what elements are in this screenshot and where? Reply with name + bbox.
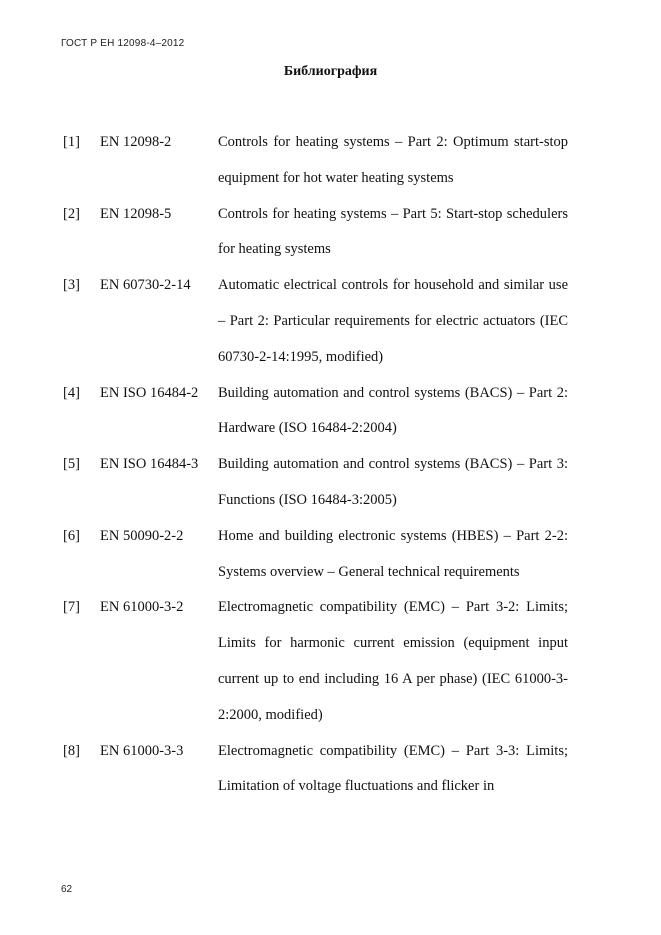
bibliography-list: [63, 125, 568, 805]
bibliography-entry: [63, 125, 568, 197]
bibliography-entry: [63, 197, 568, 269]
bibliography-entry: [63, 519, 568, 591]
bibliography-entry: [63, 376, 568, 448]
entry-number: [2]: [63, 205, 80, 222]
entry-title: Building automation and control systems (BACS) – Part 2: Hardware (ISO 16484-2:2004): [218, 384, 568, 437]
entry-title: Controls for heating systems – Part 2: Optimum start-stop equipment for hot water heating systems: [218, 134, 568, 186]
entry-title: Building automation and control systems (BACS) – Part 3: Functions (ISO 16484-3:2005): [218, 456, 568, 508]
entry-standard-code: EN 12098-2: [100, 134, 172, 150]
entry-standard-code: EN 60730-2-14: [100, 277, 191, 294]
entry-title: Controls for heating systems – Part 5: Start-stop schedulers for heating systems: [218, 205, 568, 258]
entry-standard-code: EN 12098-5: [100, 205, 172, 222]
entry-standard-code: EN ISO 16484-2: [100, 384, 199, 401]
entry-title: Electromagnetic compatibility (EMC) – Part 3-3: Limits; Limitation of voltage fluctuations and flicker in: [218, 742, 568, 795]
bibliography-entry: [63, 268, 568, 375]
bibliography-entry: [63, 447, 568, 519]
entry-number: [3]: [63, 277, 80, 294]
bibliography-entry: [63, 590, 568, 733]
entry-title: Automatic electrical controls for household and similar use – Part 2: Particular requirements for electric actuators (IEC 60730-2-14:1995, modified): [218, 277, 568, 365]
entry-standard-code: EN 50090-2-2: [100, 527, 184, 544]
page-title: Библиография: [283, 64, 378, 79]
entry-number: [5]: [63, 456, 80, 473]
entry-number: [7]: [63, 599, 80, 616]
entry-standard-code: EN ISO 16484-3: [100, 456, 199, 473]
entry-number: [6]: [63, 527, 80, 544]
bibliography-entry: [63, 734, 568, 806]
entry-number: [8]: [63, 742, 80, 759]
entry-number: [4]: [63, 384, 80, 401]
entry-title: Electromagnetic compatibility (EMC) – Part 3-2: Limits; Limits for harmonic current emission (equipment input current up to end including 16 A per phase) (IEC 61000-3-2:2000, modified): [218, 599, 568, 723]
entry-title: Home and building electronic systems (HBES) – Part 2-2: Systems overview – General technical requirements: [218, 527, 568, 580]
entry-number: [1]: [63, 134, 80, 150]
entry-standard-code: EN 61000-3-3: [100, 742, 184, 759]
page-number: 62: [61, 884, 73, 895]
document-code-header: ГОСТ Р ЕН 12098-4–2012: [61, 38, 185, 49]
entry-standard-code: EN 61000-3-2: [100, 599, 184, 616]
